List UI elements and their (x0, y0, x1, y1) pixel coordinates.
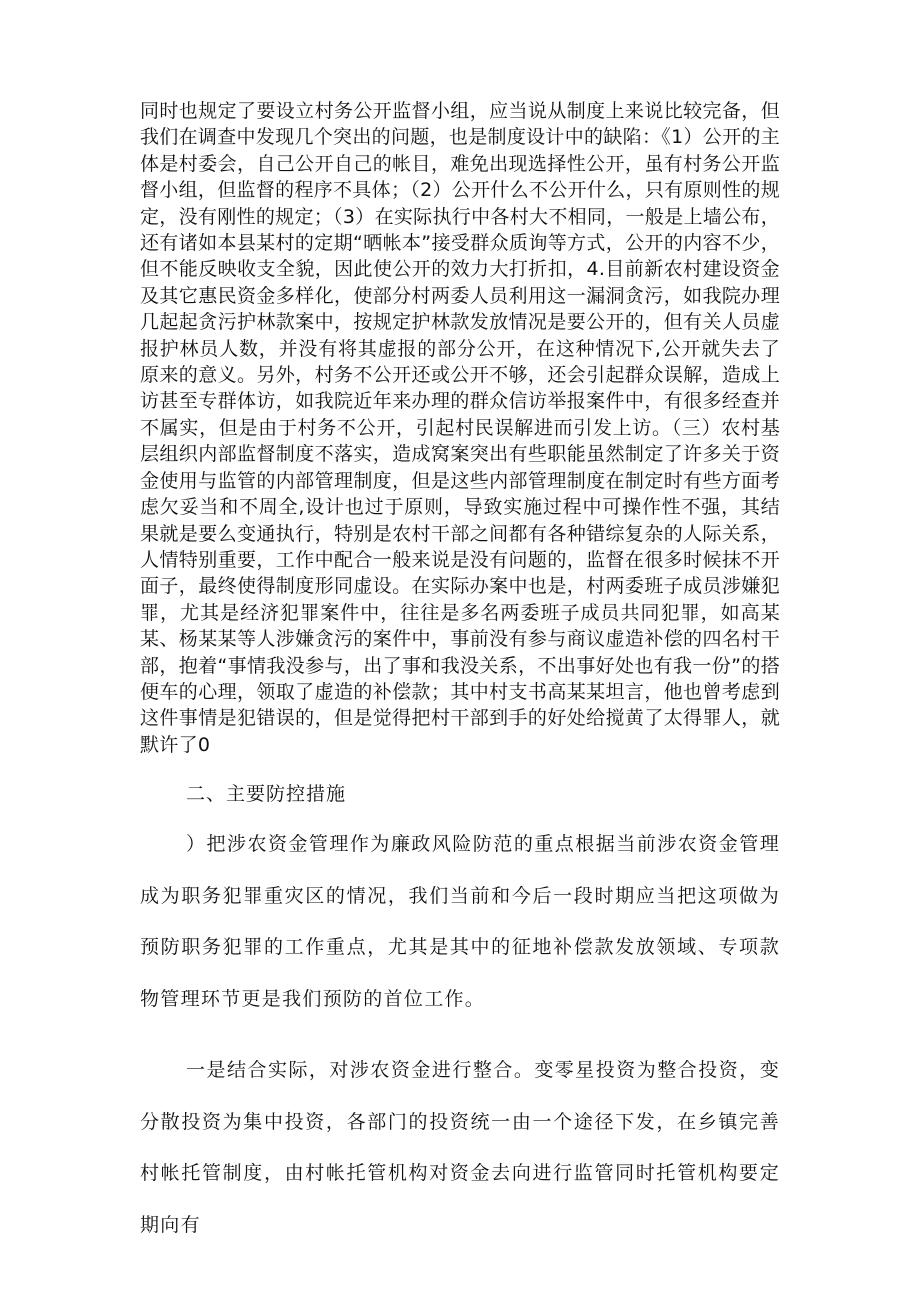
body-paragraph-3: 一是结合实际，对涉农资金进行整合。变零星投资为整合投资，变分散投资为集中投资，各部门的投资统一由一个途径下发，在乡镇完善村帐托管制度，由村帐托管机构对资金去向进行监管同时托管机构要定期向有 (140, 1059, 780, 1236)
body-paragraph-2: ）把涉农资金管理作为廉政风险防范的重点根据当前涉农资金管理成为职务犯罪重灾区的情况，我们当前和今后一段时期应当把这项做为预防职务犯罪的工作重点，尤其是其中的征地补偿款发放领域、专项款物管理环节更是我们预防的首位工作。 (140, 833, 780, 1010)
body-paragraph-1: 同时也规定了要设立村务公开监督小组，应当说从制度上来说比较完备，但我们在调查中发现几个突出的问题，也是制度设计中的缺陷：《1）公开的主体是村委会，自己公开自己的帐目，难免出现选择性公开，虽有村务公开监督小组，但监督的程序不具体；（2）公开什么不公开什么，只有原则性的规定，没有刚性的规定；（3）在实际执行中各村大不相同，一般是上墙公布，还有诸如本县某村的定期“晒帐本”接受群众质询等方式，公开的内容不少，但不能反映收支全貌，因此使公开的效力大打折扣，4.目前新农村建设资金及其它惠民资金多样化，使部分村两委人员利用这一漏洞贪污，如我院办理几起起贪污护林款案中，按规定护林款发放情况是要公开的，但有关人员虚报护林员人数，并没有将其虚报的部分公开，在这种情况下,公开就失去了原来的意义。另外，村务不公开还或公开不够，还会引起群众误解，造成上访甚至专群体访，如我院近年来办理的群众信访举报案件中，有很多经查并不属实，但是由于村务不公开，引起村民误解进而引发上访。（三）农村基层组织内部监督制度不落实，造成窝案突出有些职能虽然制定了许多关于资金使用与监管的内部管理制度，但是这些内部管理制度在制定时有些方面考虑欠妥当和不周全,设计也过于原则，导致实施过程中可操作性不强，其结果就是要么变通执行，特别是农村干部之间都有各种错综复杂的人际关系，人情特别重要，工作中配合一般来说是没有问题的，监督在很多时候抹不开面子，最终使得制度形同虚设。在实际办案中也是，村两委班子成员涉嫌犯罪，尤其是经济犯罪案件中，往往是多名两委班子成员共同犯罪，如高某某、杨某某等人涉嫌贪污的案件中，事前没有参与商议虚造补偿的四名村干部，抱着“事情我没参与，出了事和我没关系，不出事好处也有我一份”的搭便车的心理，领取了虚造的补偿款；其中村支书高某某坦言，他也曾考虑到这件事情是犯错误的，但是觉得把村干部到手的好处给搅黄了太得罪人，就默许了0 (140, 100, 780, 756)
section-heading: 二、主要防控措施 (186, 783, 347, 805)
